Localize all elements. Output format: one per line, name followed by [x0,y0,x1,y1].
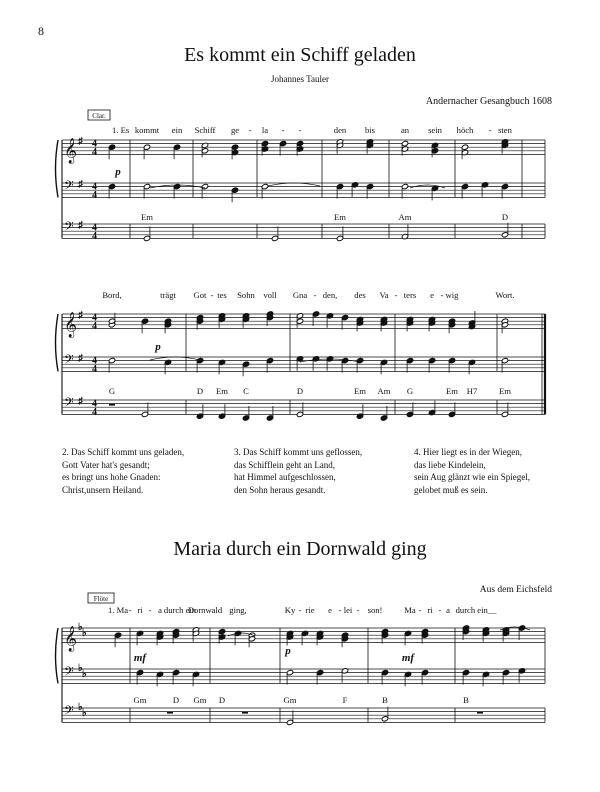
whole-rest [167,712,173,714]
lyric-syllable: Ky [284,605,296,615]
lyric-syllable: lei [343,605,353,615]
lyric-syllable: Bord, [102,290,122,300]
key-signature: ♭ [78,622,83,633]
lyric-syllable: e [430,290,434,300]
chord-symbol: D [218,695,226,705]
chord-symbol: Em [446,386,458,396]
dynamic-marking: mf [401,652,415,664]
lyric-syllable: Wort. [495,290,515,300]
key-signature: ♯ [78,310,83,321]
song-title-1: Es kommt ein Schiff geladen [184,44,416,66]
lyric-syllable: Va [379,290,389,300]
instrument-label: Flöte [93,595,109,603]
page-number: 8 [38,24,44,38]
chord-symbol: C [243,386,249,396]
time-signature-top: 4 [92,312,97,324]
lyric-syllable: la [261,125,269,135]
time-signature-top: 4 [92,398,97,410]
lyric-syllable: - [298,605,302,615]
chord-symbol: Gm [283,695,297,705]
lyric-syllable: ging, [229,605,247,615]
chord-symbol: B [382,695,388,705]
lyric-syllable: a [158,605,162,615]
lyric-syllable: an [400,125,410,135]
lyric-syllable: sten [498,125,512,135]
lyric-syllable: höch [456,125,474,135]
chord-symbol: B [463,695,469,705]
verse-line: sein Aug glänzt wie ein Spiegel, [414,472,530,483]
bass-clef: 𝄢 [64,178,74,197]
slur [150,357,200,360]
dynamic-marking: p [285,645,291,657]
time-signature-top: 4 [92,138,97,150]
whole-rest [477,712,483,714]
lyric-syllable: ters [403,290,417,300]
dynamic-marking: p [115,166,121,178]
verse-2 [62,446,184,496]
lyric-syllable: ri [427,605,433,615]
verse-line: 2. Das Schiff kommt uns geladen, [62,447,185,457]
time-signature-bottom: 4 [92,230,97,242]
lyric-syllable: - [248,125,252,135]
key-signature: ♯ [78,136,83,147]
lyric-syllable: - [438,605,442,615]
verse-line: Christ,unsern Heiland. [62,484,144,495]
key-signature: ♭ [82,628,87,639]
lyric-syllable: durch ein [163,605,197,615]
chord-symbol: D [296,386,304,396]
chord-symbol: Am [398,212,412,222]
key-signature: ♯ [78,353,83,364]
key-signature: ♭ [82,708,87,719]
lyric-syllable: son! [367,605,383,615]
chord-symbol: Em [141,212,153,222]
lyric-syllable: bis [364,125,376,135]
lyric-syllable: - [210,290,214,300]
lyric-syllable: sein [428,125,442,135]
brace [56,314,59,371]
lyric-syllable: Gna [292,290,308,300]
chord-symbol: G [406,386,414,396]
chord-symbol: Em [499,386,511,396]
lyric-syllable: Schiff [194,125,216,135]
lyric-syllable: - [148,605,152,615]
lyric-syllable: - [488,125,492,135]
lyric-syllable: des [354,290,366,300]
key-signature: ♯ [78,396,83,407]
time-signature-bottom: 4 [92,146,97,158]
lyric-syllable: Ma [404,605,416,615]
time-signature-top: 4 [92,181,97,193]
lyric-syllable: - [128,605,132,615]
lyric-syllable: trägt [160,290,176,300]
lyric-syllable: Sohn [237,290,255,300]
verse-line: 3. Das Schiff kommt uns geflossen, [234,447,363,457]
chord-symbol: H7 [466,386,478,396]
lyric-syllable: - [281,125,285,135]
lyric-syllable: e [328,605,332,615]
chord-symbol: F [342,695,348,705]
chord-symbol: D [196,386,204,396]
lyric-syllable: den, [322,290,338,300]
instrument-label: Clar. [92,112,106,120]
lyric-syllable: wig [445,290,459,300]
brace [56,140,59,197]
lyric-syllable: Got [193,290,207,300]
lyric-syllable: rie [305,605,315,615]
verse-line: den Sohn heraus gesandt. [234,484,326,495]
slur [268,183,320,186]
chord-symbol: Am [377,386,391,396]
verse-line: Gott Vater hat's gesandt; [62,459,150,470]
lyric-syllable: - [440,290,444,300]
whole-rest [242,712,248,714]
song-source-2: Aus dem Eichsfeld [479,585,552,595]
chord-symbol: Em [334,212,346,222]
lyric-syllable: a [446,605,450,615]
lyric-syllable: ge [230,125,240,135]
chord-symbol: Em [354,386,366,396]
chord-symbol: Gm [193,695,207,705]
lyric-syllable: - [418,605,422,615]
bass-clef: 𝄢 [64,664,74,683]
dynamic-marking: p [155,341,161,353]
treble-clef: 𝄞 [64,626,78,652]
bass-clef: 𝄢 [64,219,74,238]
bass-clef: 𝄢 [64,395,74,414]
chord-symbol: D [501,212,509,222]
lyric-syllable: Dornwald [187,605,223,615]
verse-line: das liebe Kindelein, [414,459,486,470]
dynamic-marking: mf [133,652,147,664]
brace [56,628,59,683]
chord-symbol: Em [216,386,228,396]
bass-clef: 𝄢 [64,352,74,371]
time-signature-top: 4 [92,355,97,367]
chord-symbol: D [172,695,180,705]
time-signature-bottom: 4 [92,320,97,332]
lyric-syllable: 1. Ma [107,605,129,615]
key-signature: ♭ [78,702,83,713]
lyric-syllable: - [298,125,302,135]
whole-rest [109,404,115,406]
key-signature: ♯ [78,179,83,190]
time-signature-top: 4 [92,222,97,234]
treble-clef: 𝄞 [64,312,78,338]
verse-line: hat Himmel aufgeschlossen, [234,472,336,483]
key-signature: ♭ [82,669,87,680]
key-signature: ♭ [78,663,83,674]
verse-line: gelobet muß es sein. [414,484,488,495]
lyric-syllable: tes [217,290,227,300]
lyric-syllable: ein [171,125,183,135]
bass-clef: 𝄢 [64,703,74,722]
lyric-syllable: den [333,125,347,135]
lyric-syllable: 1. Es [112,125,130,135]
time-signature-bottom: 4 [92,406,97,418]
verse-3 [234,446,362,496]
song-author-1: Johannes Tauler [271,74,329,84]
verse-line: es bringt uns hohe Gnaden: [62,472,161,483]
chord-symbol: Gm [133,695,147,705]
lyric-syllable: - [313,290,317,300]
song-title-2: Maria durch ein Dornwald ging [173,538,427,560]
verse-line: 4. Hier liegt es in der Wiegen, [414,447,522,457]
lyric-syllable: kommt [134,125,160,135]
time-signature-bottom: 4 [92,363,97,375]
verse-4 [414,446,530,496]
key-signature: ♯ [78,220,83,231]
treble-clef: 𝄞 [64,138,78,164]
lyric-syllable: ri [137,605,143,615]
song-source-1: Andernacher Gesangbuch 1608 [425,96,552,107]
lyric-syllable: - [356,605,360,615]
lyric-syllable: durch ein__ [455,605,497,615]
time-signature-bottom: 4 [92,189,97,201]
lyric-syllable: voll [263,290,277,300]
verse-line: das Schifflein geht an Land, [234,459,336,470]
lyric-syllable: - [338,605,342,615]
chord-symbol: G [108,386,116,396]
lyric-syllable: - [394,290,398,300]
